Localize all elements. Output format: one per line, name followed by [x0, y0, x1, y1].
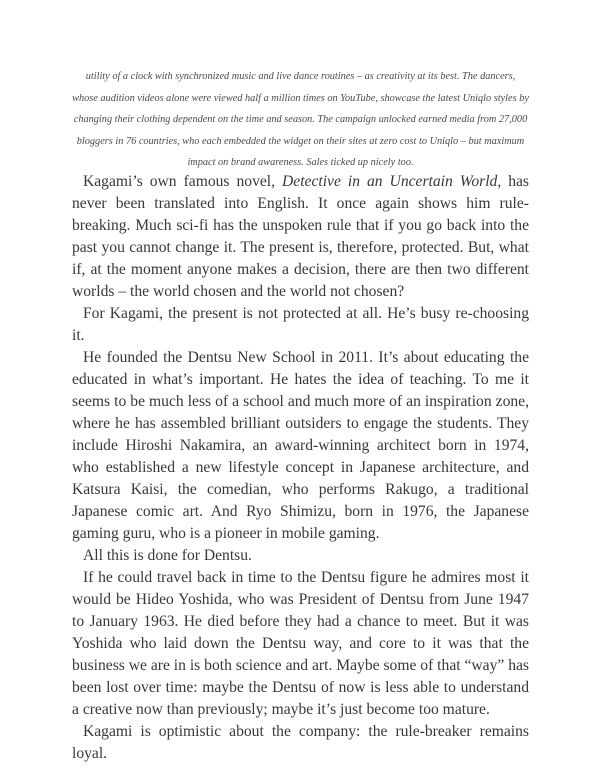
paragraph-conclusion: Kagami is optimistic about the company: the rule-breaker remains loyal.	[72, 723, 529, 762]
paragraph-novel	[72, 171, 529, 303]
book-title: Detective in an Uncertain World	[282, 173, 498, 190]
paragraph-text: , has never been translated into English. It once again shows him rule-breaking. Much sci-fi has the unspoken rule that if you go back into the past you cannot change it. The present is, therefore, protected. But, what if, at the moment anyone makes a decision, there are then two different worlds – the world chosen and the world not chosen?	[72, 173, 529, 300]
pull-quote-caption	[72, 66, 529, 174]
paragraph-for-dentsu: All this is done for Dentsu.	[83, 547, 252, 564]
paragraph-present: For Kagami, the present is not protected at all. He’s busy re-choosing it.	[72, 305, 529, 344]
article-body	[72, 171, 529, 765]
paragraph-text: Kagami’s own famous novel,	[83, 173, 283, 190]
paragraph-new-school: He founded the Dentsu New School in 2011. It’s about educating the educated in what’s important. He hates the idea of teaching. To me it seems to be much less of a school and much more of an inspiration zone, where he has assembled brilliant outsiders to engage the students. They include Hiroshi Nakamira, an award-winning architect born in 1974, who established a new lifestyle concept in Japanese architecture, and Katsura Kaisi, the comedian, who performs Rakugo, a traditional Japanese comic art. And Ryo Shimizu, born in 1976, the Japanese gaming guru, who is a pioneer in mobile gaming.	[72, 349, 529, 542]
caption-text: utility of a clock with synchronized music and live dance routines – as creativity at its best. The dancers, whose audition videos alone were viewed half a million times on YouTube, showcase the latest Uniqlo styles by changing their clothing dependent on the time and season. The campaign unlocked earned media from 27,000 bloggers in 76 countries, who each embedded the widget on their sites at zero cost to Uniqlo – but maximum impact on brand awareness. Sales ticked up nicely too.	[72, 71, 529, 169]
paragraph-yoshida: If he could travel back in time to the Dentsu figure he admires most it would be Hideo Yoshida, who was President of Dentsu from June 1947 to January 1963. He died before they had a chance to meet. But it was Yoshida who laid down the Dentsu way, and core to it was that the business we are in is both science and art. Maybe some of that “way” has been lost over time: maybe the Dentsu of now is less able to understand a creative now than previously; maybe it’s just become too mature.	[72, 569, 529, 718]
